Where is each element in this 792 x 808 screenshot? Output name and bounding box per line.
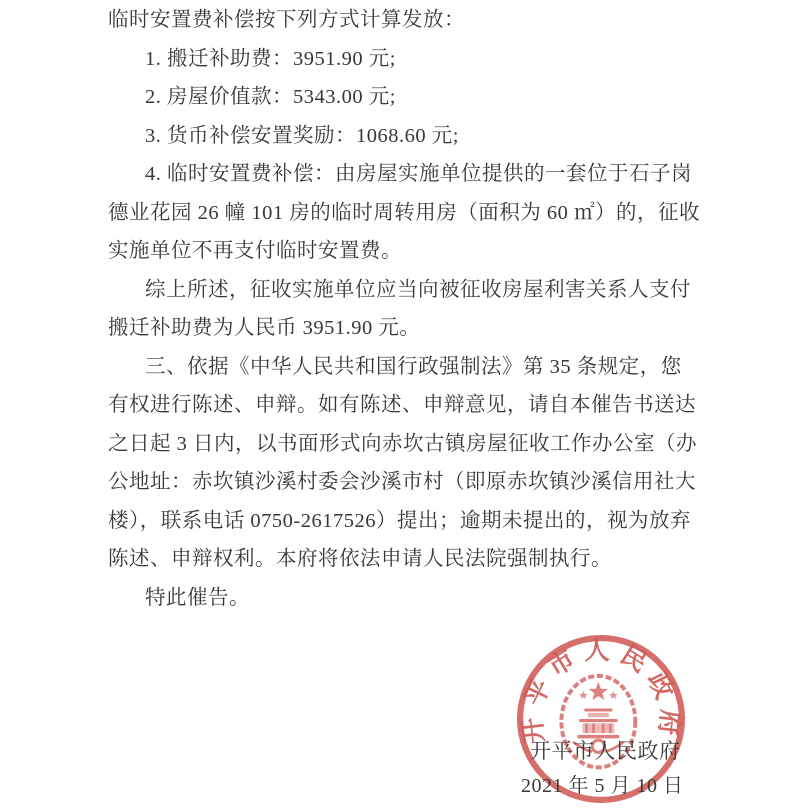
body-line: 公地址：赤坎镇沙溪村委会沙溪市村（即原赤坎镇沙溪信用社大 (108, 471, 696, 493)
body-line-item-2: 2. 房屋价值款：5343.00 元; (145, 86, 396, 108)
body-line: 楼），联系电话 0750-2617526）提出；逾期未提出的，视为放弃 (108, 509, 691, 532)
body-line-section-3: 三、依据《中华人民共和国行政强制法》第 35 条规定，您 (145, 355, 682, 378)
signature-date: 2021 年 5 月 10 日 (521, 775, 684, 797)
body-line: 实施单位不再支付临时安置费。 (108, 240, 402, 262)
body-line: 有权进行陈述、申辩。如有陈述、申辩意见，请自本催告书送达 (108, 394, 696, 416)
body-line: 之日起 3 日内，以书面形式向赤坎古镇房屋征收工作办公室（办 (108, 432, 697, 455)
document-body (108, 1, 700, 617)
body-line-item-1: 1. 搬迁补助费：3951.90 元; (145, 47, 396, 70)
body-line: 陈述、申辩权利。本府将依法申请人民法院强制执行。 (108, 548, 612, 570)
body-line-closing: 特此催告。 (145, 586, 250, 609)
body-line-item-4: 4. 临时安置费补偿：由房屋实施单位提供的一套位于石子岗 (145, 163, 692, 185)
body-line: 德业花园 26 幢 101 房的临时周转用房（面积为 60 ㎡）的，征收 (108, 201, 700, 224)
body-line: 临时安置费补偿按下列方式计算发放： (108, 9, 465, 31)
seal-text: 开平市人民政府 (516, 636, 686, 745)
body-line-item-3: 3. 货币补偿安置奖励：1068.60 元; (145, 124, 459, 147)
body-line: 综上所述，征收实施单位应当向被征收房屋利害关系人支付 (145, 278, 691, 301)
body-line: 搬迁补助费为人民币 3951.90 元。 (108, 317, 421, 339)
signature-issuer: 开平市人民政府 (530, 739, 681, 763)
